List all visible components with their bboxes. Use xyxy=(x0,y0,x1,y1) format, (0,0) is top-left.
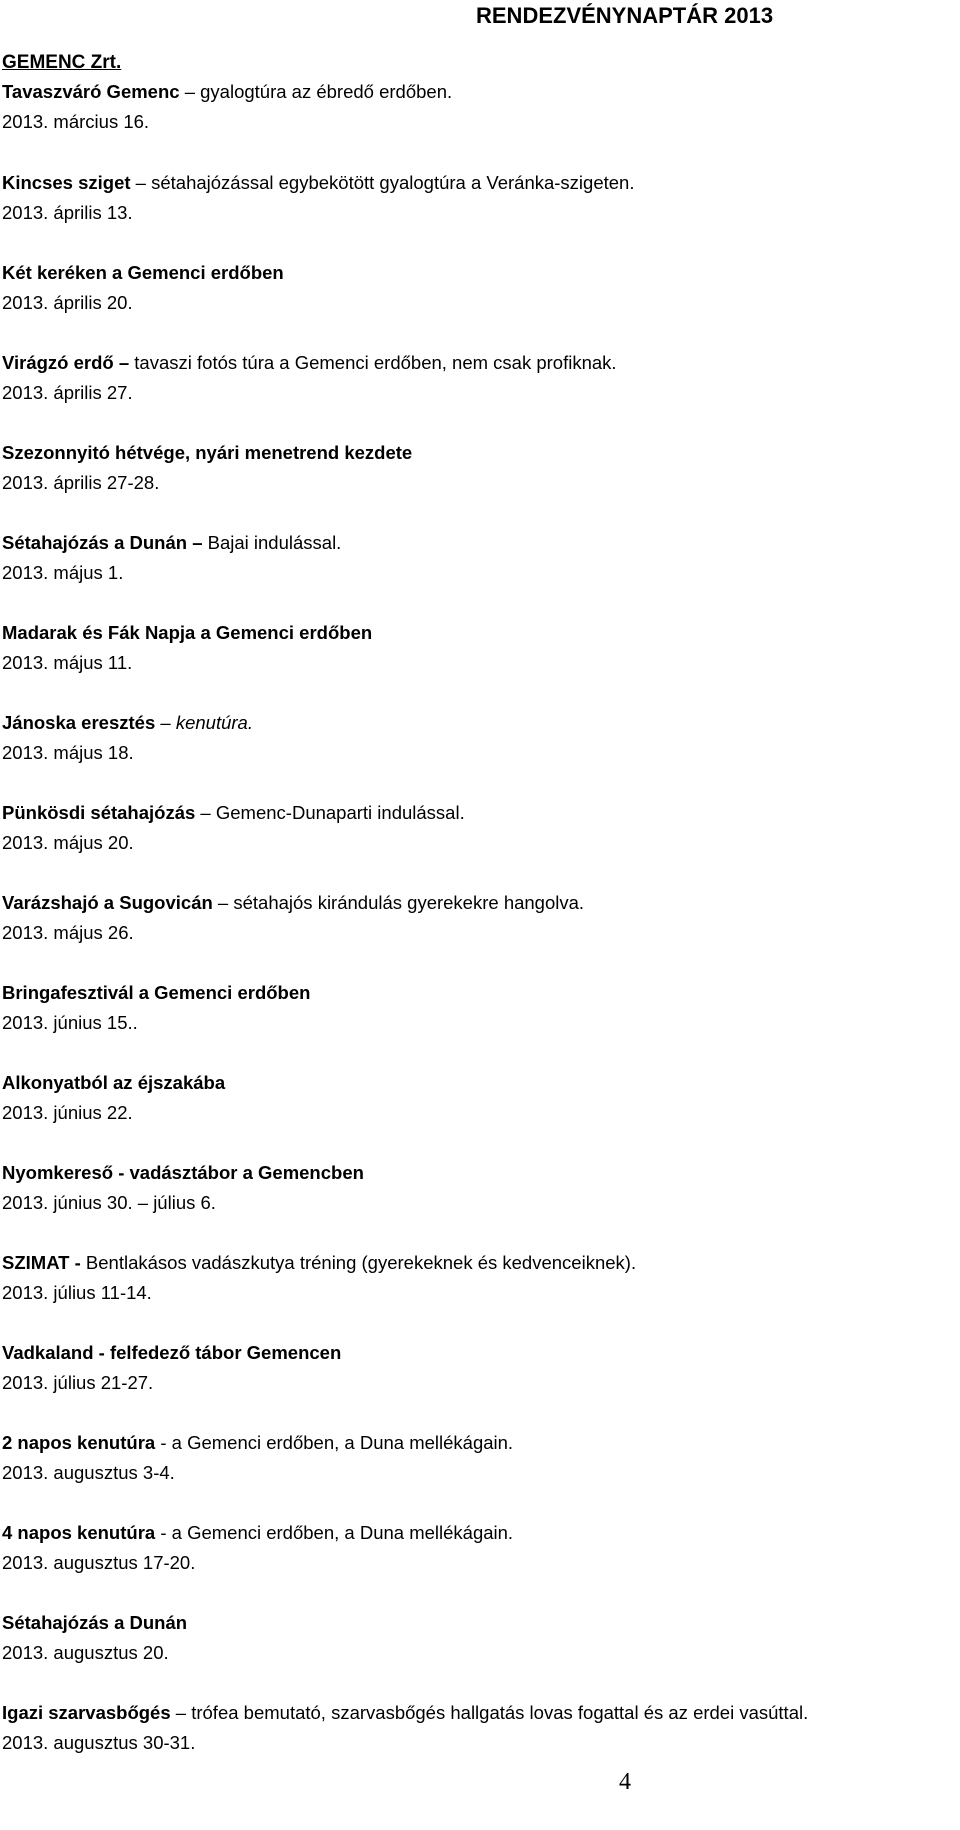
event-title-line xyxy=(2,528,958,558)
event-date: 2013. június 15.. xyxy=(2,1012,138,1033)
organization-name: GEMENC Zrt. xyxy=(2,52,122,73)
event-description: Gemenc-Dunaparti indulással. xyxy=(215,802,465,823)
page-number: 4 xyxy=(619,1769,631,1795)
event-title-line xyxy=(2,168,958,198)
event-title-line xyxy=(2,888,958,918)
event-item xyxy=(2,348,958,408)
event-title: Pünkösdi sétahajózás xyxy=(2,802,196,823)
event-date: 2013. július 21-27. xyxy=(2,1372,154,1393)
event-date: 2013. május 11. xyxy=(2,652,133,673)
event-title-line xyxy=(2,1338,958,1368)
event-date: 2013. április 27-28. xyxy=(2,472,160,493)
event-description: Bentlakásos vadászkutya tréning (gyerekeknek és kedvenceiknek). xyxy=(85,1252,637,1273)
event-title: Igazi szarvasbőgés xyxy=(2,1702,171,1723)
event-separator: - xyxy=(155,1522,172,1543)
event-description: sétahajós kirándulás gyerekekre hangolva. xyxy=(233,892,585,913)
event-title: Bringafesztivál a Gemenci erdőben xyxy=(2,982,311,1003)
event-item xyxy=(2,1248,958,1308)
event-date: 2013. május 1. xyxy=(2,562,124,583)
event-separator: – xyxy=(195,802,216,823)
event-list xyxy=(2,77,958,1788)
event-item xyxy=(2,978,958,1038)
event-date: 2013. augusztus 30-31. xyxy=(2,1732,196,1753)
event-date: 2013. augusztus 3-4. xyxy=(2,1462,175,1483)
event-title-line xyxy=(2,77,958,107)
event-date: 2013. május 20. xyxy=(2,832,134,853)
event-title: Jánoska eresztés xyxy=(2,712,156,733)
event-separator: – xyxy=(179,81,201,102)
event-date: 2013. április 13. xyxy=(2,202,133,223)
event-title-line xyxy=(2,1068,958,1098)
event-title: Szezonnyitó hétvége, nyári menetrend kezdete xyxy=(2,442,413,463)
event-title: Vadkaland - felfedező tábor Gemencen xyxy=(2,1342,342,1363)
event-title-line xyxy=(2,1698,958,1728)
event-item xyxy=(2,438,958,498)
event-description: trófea bemutató, szarvasbőgés hallgatás lovas fogattal és az erdei vasúttal. xyxy=(191,1702,809,1723)
page-title: RENDEZVÉNYNAPTÁR 2013 xyxy=(476,3,774,28)
event-title-line xyxy=(2,1518,958,1548)
event-description: a Gemenci erdőben, a Duna mellékágain. xyxy=(171,1432,514,1453)
event-item xyxy=(2,77,958,137)
event-item xyxy=(2,1518,958,1578)
event-title-line xyxy=(2,798,958,828)
event-date: 2013. július 11-14. xyxy=(2,1282,152,1303)
event-description: sétahajózással egybekötött gyalogtúra a Veránka-szigeten. xyxy=(151,172,635,193)
event-title: Sétahajózás a Dunán xyxy=(2,1612,188,1633)
event-separator: – xyxy=(155,712,176,733)
event-item xyxy=(2,1158,958,1218)
event-title: Madarak és Fák Napja a Gemenci erdőben xyxy=(2,622,373,643)
event-item xyxy=(2,1428,958,1488)
event-title: Kincses sziget xyxy=(2,172,131,193)
event-title-line xyxy=(2,1608,958,1638)
event-title-line xyxy=(2,978,958,1008)
event-date: 2013. április 27. xyxy=(2,382,133,403)
event-separator: – xyxy=(130,172,152,193)
event-date: 2013. augusztus 17-20. xyxy=(2,1552,196,1573)
event-item xyxy=(2,258,958,318)
event-title-line xyxy=(2,618,958,648)
event-title: Nyomkereső - vadásztábor a Gemencben xyxy=(2,1162,364,1183)
event-description: gyalogtúra az ébredő erdőben. xyxy=(200,81,453,102)
event-item xyxy=(2,1608,958,1668)
event-item xyxy=(2,798,958,858)
event-title: Virágzó erdő – xyxy=(2,352,130,373)
event-title-line xyxy=(2,438,958,468)
event-title-line xyxy=(2,1248,958,1278)
event-date: 2013. április 20. xyxy=(2,292,133,313)
event-title: SZIMAT - xyxy=(2,1252,81,1273)
event-title-line xyxy=(2,708,958,738)
event-title-line xyxy=(2,348,958,378)
event-item xyxy=(2,708,958,768)
event-title: 4 napos kenutúra xyxy=(2,1522,156,1543)
event-separator: - xyxy=(155,1432,172,1453)
event-item xyxy=(2,1068,958,1128)
event-description: Bajai indulással. xyxy=(207,532,342,553)
event-item xyxy=(2,1338,958,1398)
event-description: kenutúra. xyxy=(175,712,253,733)
event-description: tavaszi fotós túra a Gemenci erdőben, nem csak profiknak. xyxy=(134,352,617,373)
event-title: 2 napos kenutúra xyxy=(2,1432,156,1453)
event-title: Varázshajó a Sugovicán xyxy=(2,892,213,913)
event-date: 2013. március 16. xyxy=(2,111,150,132)
event-item xyxy=(2,1698,958,1758)
event-item xyxy=(2,618,958,678)
event-date: 2013. május 26. xyxy=(2,922,134,943)
event-title: Alkonyatból az éjszakába xyxy=(2,1072,226,1093)
event-title-line xyxy=(2,1158,958,1188)
event-title: Tavaszváró Gemenc xyxy=(2,81,180,102)
event-separator: – xyxy=(170,1702,192,1723)
event-title-line xyxy=(2,258,958,288)
event-item xyxy=(2,168,958,228)
event-date: 2013. június 22. xyxy=(2,1102,133,1123)
event-item xyxy=(2,888,958,948)
event-description: a Gemenci erdőben, a Duna mellékágain. xyxy=(171,1522,514,1543)
event-date: 2013. május 18. xyxy=(2,742,134,763)
event-item xyxy=(2,528,958,588)
event-date: 2013. június 30. – július 6. xyxy=(2,1192,216,1213)
event-title-line xyxy=(2,1428,958,1458)
event-title: Két keréken a Gemenci erdőben xyxy=(2,262,284,283)
event-date: 2013. augusztus 20. xyxy=(2,1642,169,1663)
event-separator: – xyxy=(212,892,234,913)
event-title: Sétahajózás a Dunán – xyxy=(2,532,203,553)
